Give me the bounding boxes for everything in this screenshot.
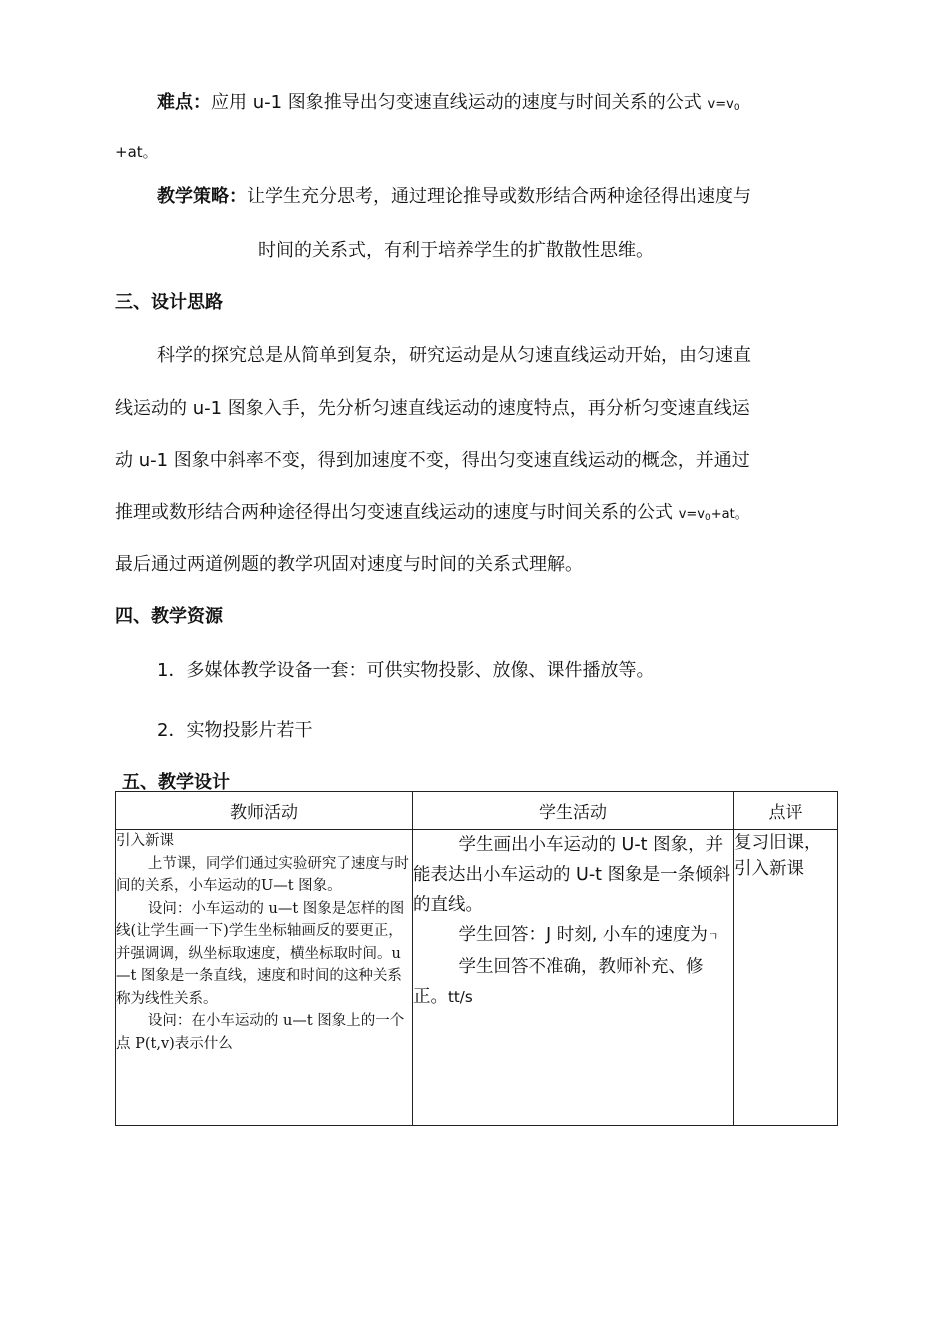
section3-line-3: 动 u-1 图象中斜率不变，得到加速度不变，得出匀变速直线运动的概念，并通过	[115, 450, 750, 471]
teaching-design-table	[115, 791, 838, 1126]
student-para-1: 学生画出小车运动的 U-t 图象，并能表达出小车运动的 U-t 图象是一条倾斜的直线。	[413, 835, 731, 915]
section3-line-5: 最后通过两道例题的教学巩固对速度与时间的关系式理解。	[115, 554, 583, 575]
difficulty-paragraph	[157, 88, 740, 114]
resource-item-2: 2．实物投影片若干	[157, 720, 313, 741]
section4-heading: 四、教学资源	[115, 606, 223, 627]
header-teacher-activity: 教师活动	[116, 792, 413, 830]
teacher-intro: 引入新课	[116, 833, 174, 849]
comment-text: 复习旧课，引入新课	[734, 833, 822, 879]
student-para-2: 学生回答：J 时刻, 小车的速度为ㄱ	[458, 925, 719, 945]
difficulty-text: 应用 u-1 图象推导出匀变速直线运动的速度与时间关系的公式	[211, 92, 708, 113]
section3-line-1: 科学的探究总是从简单到复杂，研究运动是从匀速直线运动开始，由匀速直	[157, 345, 751, 366]
student-para-3: 学生回答不准确，教师补充、修正。tt/s	[413, 957, 704, 1007]
difficulty-formula: $v=v_0$	[707, 97, 740, 113]
table-row	[116, 830, 838, 1126]
strategy-line2: 时间的关系式，有利于培养学生的扩散散性思维。	[258, 240, 654, 261]
section3-formula: $v=v_0+at$。	[678, 507, 748, 523]
student-activity-cell	[413, 830, 734, 1126]
header-comment: 点评	[734, 792, 838, 830]
difficulty-label: 难点：	[157, 92, 211, 113]
teacher-para-1: 上节课，同学们通过实验研究了速度与时间的关系，小车运动的U—t 图象。	[116, 855, 409, 894]
section3-line-4: 推理或数形结合两种途径得出匀变速直线运动的速度与时间关系的公式 $v=v_0+at$。	[115, 502, 748, 523]
table-header-row	[116, 792, 838, 830]
resource-item-1: 1．多媒体教学设备一套：可供实物投影、放像、课件播放等。	[157, 660, 655, 681]
strategy-label: 教学策略：	[157, 186, 247, 207]
difficulty-continuation: +at。	[115, 143, 158, 161]
section3-line-2: 线运动的 u-1 图象入手，先分析匀速直线运动的速度特点，再分析匀变速直线运	[115, 398, 750, 419]
section5-heading: 五、教学设计	[122, 772, 230, 793]
teacher-para-2: 设问：小车运动的 u—t 图象是怎样的图线(让学生画一下)学生坐标轴画反的要更正，并强调调，纵坐标取速度，横坐标取时间。u—t 图象是一条直线，速度和时间的这种关系称为线性关系。	[116, 900, 405, 1007]
header-student-activity: 学生活动	[413, 792, 734, 830]
teacher-activity-cell	[116, 830, 413, 1126]
section3-heading: 三、设计思路	[115, 292, 223, 313]
comment-cell	[734, 830, 838, 1126]
teacher-para-3: 设问：在小车运动的 u—t 图象上的一个点 P(t,v)表示什么	[116, 1013, 405, 1052]
strategy-line1: 让学生充分思考，通过理论推导或数形结合两种途径得出速度与	[247, 186, 751, 207]
strategy-paragraph	[157, 182, 751, 208]
